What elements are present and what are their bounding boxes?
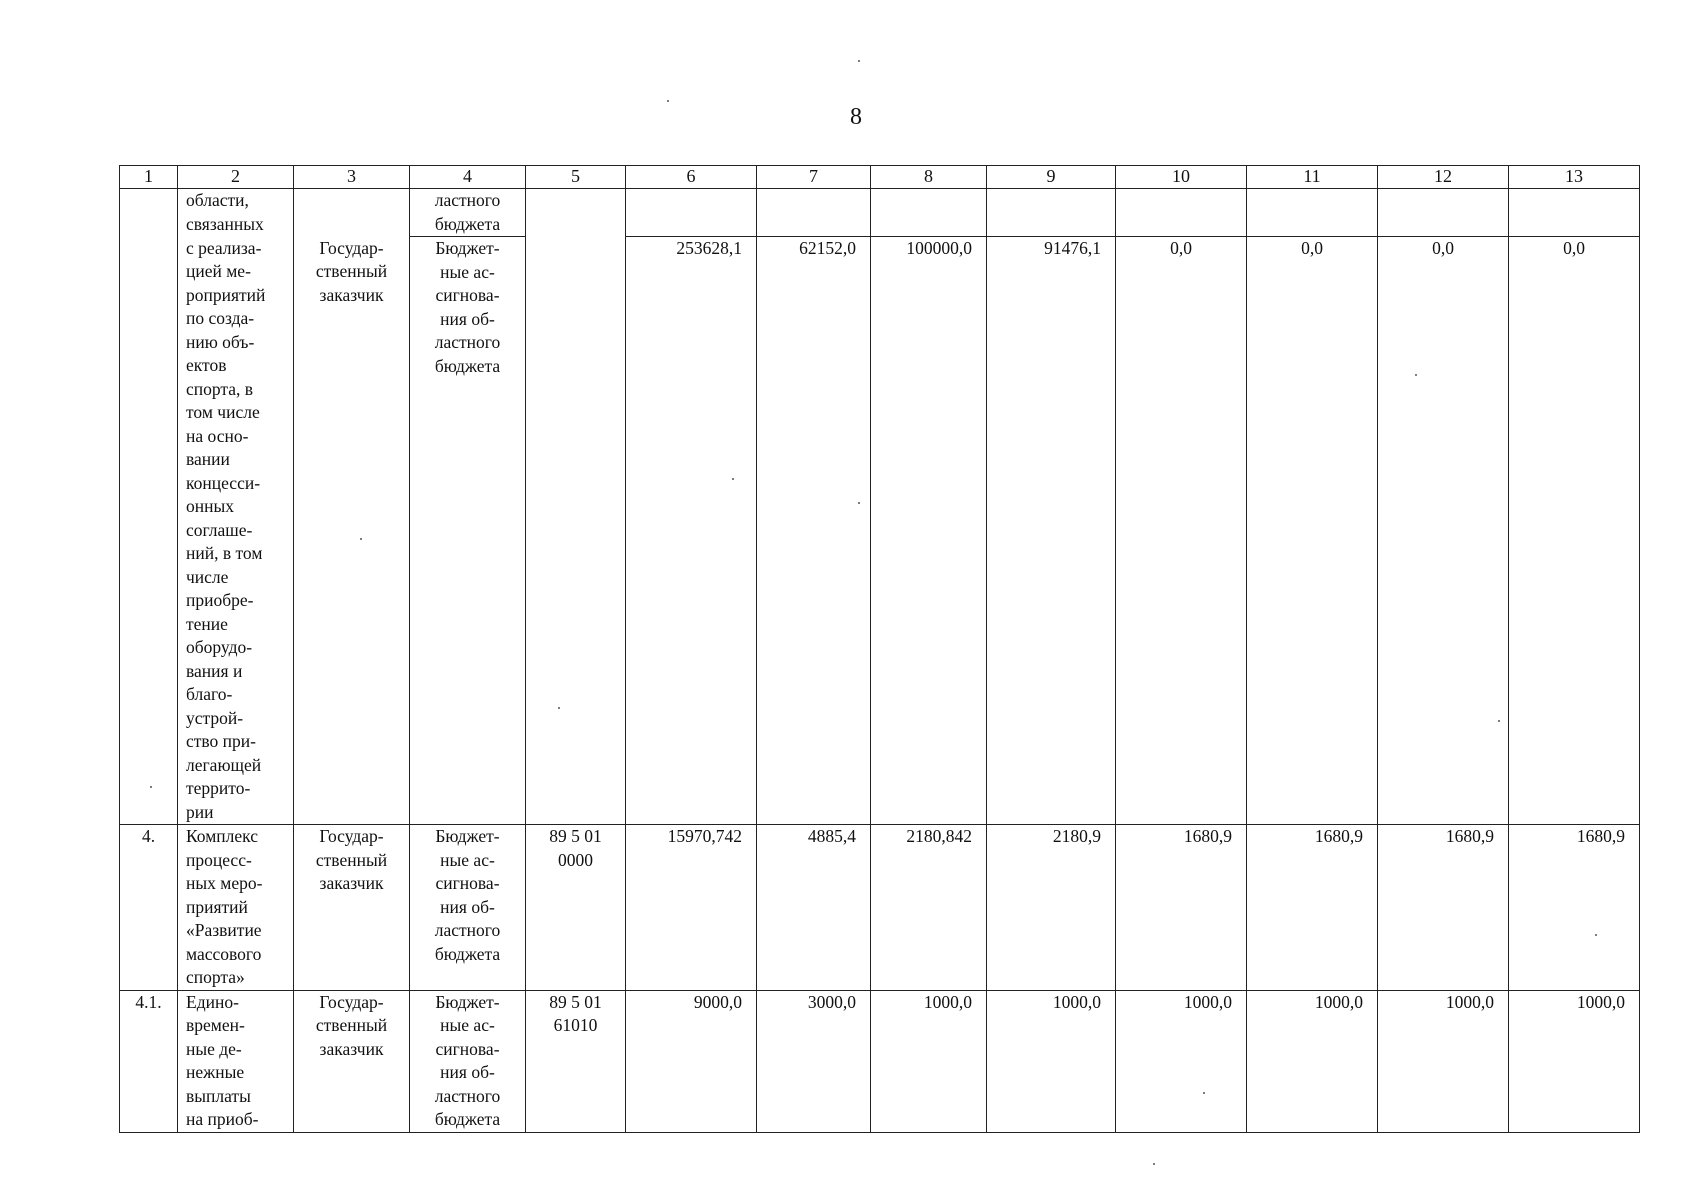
header-cell: 4: [410, 166, 526, 189]
value-cell: [871, 189, 987, 237]
scan-speck: [858, 60, 860, 62]
value-cell: 0,0: [1509, 237, 1640, 825]
source-text: Бюджет- ные ас- сигнова- ния об- ластного бюджета: [434, 826, 501, 964]
scan-speck: [150, 786, 152, 788]
header-cell: 13: [1509, 166, 1640, 189]
page-number: 8: [850, 104, 862, 130]
header-cell: 8: [871, 166, 987, 189]
row-number-cell: 4.: [120, 825, 178, 991]
value-cell: [987, 189, 1116, 237]
source-text: ластного бюджета: [434, 190, 501, 234]
name-text: области, связанных: [186, 190, 264, 234]
header-cell: 1: [120, 166, 178, 189]
value-cell: 253628,1: [626, 237, 757, 825]
header-cell: 12: [1378, 166, 1509, 189]
header-cell: 5: [526, 166, 626, 189]
customer-text: Государ- ственный заказчик: [315, 237, 388, 305]
table-row: [120, 990, 1640, 1132]
row-number-cell: 4.1.: [120, 990, 178, 1132]
value-cell: [1378, 189, 1509, 237]
source-cell: [410, 189, 526, 237]
value-cell: 1000,0: [1509, 990, 1640, 1132]
name-cell: [178, 990, 294, 1132]
value-cell: 1680,9: [1509, 825, 1640, 991]
value-cell: [1116, 189, 1247, 237]
name-cell: [178, 189, 294, 237]
value-cell: 9000,0: [626, 990, 757, 1132]
value-cell: 1680,9: [1378, 825, 1509, 991]
value-cell: 3000,0: [757, 990, 871, 1132]
value-cell: 0,0: [1247, 237, 1378, 825]
header-cell: 10: [1116, 166, 1247, 189]
code-cell: [526, 990, 626, 1132]
code-cell: [526, 825, 626, 991]
value-cell: 1000,0: [987, 990, 1116, 1132]
scan-speck: [1203, 1092, 1205, 1094]
name-cell: [178, 825, 294, 991]
value-cell: 1000,0: [871, 990, 987, 1132]
value-cell: 1000,0: [1116, 990, 1247, 1132]
name-text: Едино- времен- ные де- нежные выплаты на приоб-: [186, 991, 259, 1129]
source-cell: [410, 990, 526, 1132]
value-cell: 1680,9: [1247, 825, 1378, 991]
table-row: [120, 189, 1640, 237]
table-row: [120, 237, 1640, 825]
name-cell: [178, 237, 294, 825]
source-text: Бюджет- ные ас- сигнова- ния об- ластного бюджета: [434, 991, 501, 1129]
value-cell: 91476,1: [987, 237, 1116, 825]
scan-speck: [1595, 934, 1597, 936]
code-cell: [526, 189, 626, 825]
header-cell: 2: [178, 166, 294, 189]
scan-speck: [667, 100, 669, 102]
value-cell: 62152,0: [757, 237, 871, 825]
header-cell: 3: [294, 166, 410, 189]
scan-speck: [1153, 1163, 1155, 1165]
customer-text: Государ- ственный заказчик: [315, 826, 388, 893]
source-cell: [410, 825, 526, 991]
value-cell: 2180,842: [871, 825, 987, 991]
code-text: 89 5 01 61010: [549, 991, 602, 1035]
code-text: 89 5 01 0000: [549, 826, 602, 870]
source-cell: [410, 237, 526, 825]
value-cell: [626, 189, 757, 237]
value-cell: 100000,0: [871, 237, 987, 825]
header-cell: 11: [1247, 166, 1378, 189]
budget-table: [119, 165, 1640, 1133]
value-cell: 15970,742: [626, 825, 757, 991]
value-cell: [757, 189, 871, 237]
value-cell: 0,0: [1116, 237, 1247, 825]
value-cell: 0,0: [1378, 237, 1509, 825]
scan-speck: [1498, 720, 1500, 722]
value-cell: [1247, 189, 1378, 237]
source-text: Бюджет- ные ас- сигнова- ния об- ластного бюджета: [434, 238, 501, 376]
customer-cell: [294, 825, 410, 991]
table-row: [120, 825, 1640, 991]
scan-speck: [360, 538, 362, 540]
name-text: с реализа- цией ме- роприятий по созда- нию объ- ектов спорта, в том числе на осно- вании концесси- онных соглаше- ний, в том числе приобре- тение оборудо- вания и благо- устрой- ство при- легающей террито- рии: [186, 237, 266, 822]
name-text: Комплекс процесс- ных меро- приятий «Развитие массового спорта»: [186, 826, 263, 987]
header-cell: 6: [626, 166, 757, 189]
scan-speck: [858, 502, 860, 504]
value-cell: 1680,9: [1116, 825, 1247, 991]
customer-cell: [294, 189, 410, 237]
header-cell: 7: [757, 166, 871, 189]
value-cell: [1509, 189, 1640, 237]
scan-speck: [1415, 374, 1417, 376]
value-cell: 2180,9: [987, 825, 1116, 991]
customer-cell: [294, 990, 410, 1132]
scan-speck: [558, 707, 560, 709]
scan-speck: [732, 478, 734, 480]
header-cell: 9: [987, 166, 1116, 189]
value-cell: 1000,0: [1378, 990, 1509, 1132]
customer-text: Государ- ственный заказчик: [315, 991, 388, 1059]
value-cell: 4885,4: [757, 825, 871, 991]
customer-cell: [294, 237, 410, 825]
header-row: [120, 166, 1640, 189]
row-number-cell: [120, 189, 178, 825]
value-cell: 1000,0: [1247, 990, 1378, 1132]
